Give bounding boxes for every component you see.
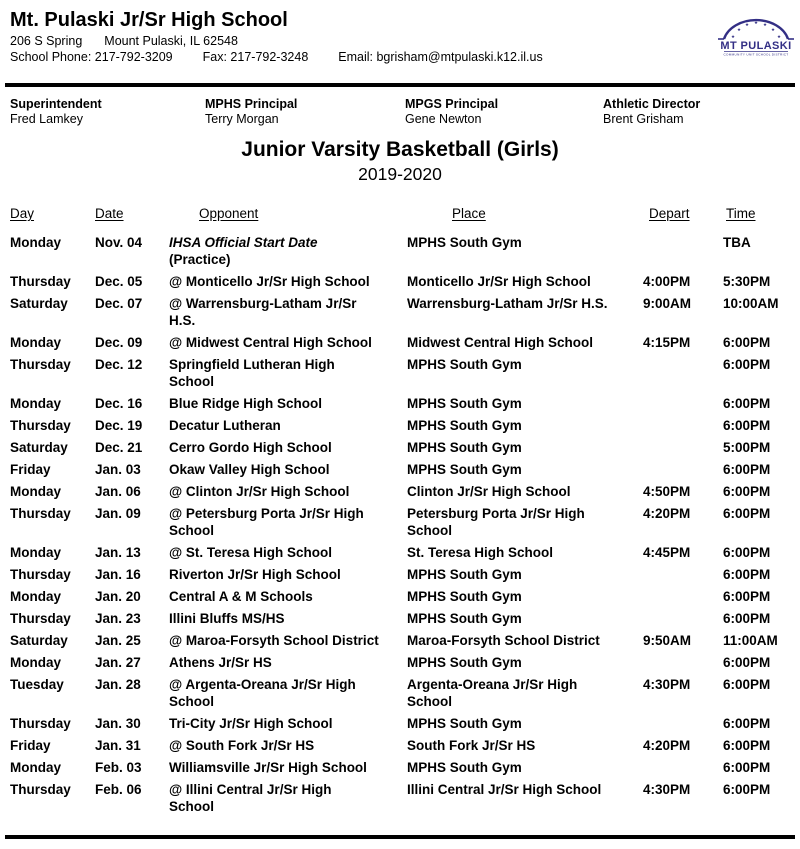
- cell-day: Thursday: [10, 418, 71, 433]
- cell-line: MPHS South Gym: [407, 567, 522, 582]
- cell-date: Feb. 03: [95, 760, 142, 775]
- svg-text:★: ★: [754, 20, 759, 25]
- cell-day: Monday: [10, 235, 62, 250]
- staff-mpgs-principal: [405, 97, 603, 127]
- cell-place: [407, 234, 643, 251]
- cell-day: Monday: [10, 396, 62, 411]
- svg-text:★: ★: [745, 22, 750, 27]
- cell-depart: 4:30PM: [643, 782, 691, 797]
- cell-line: School: [407, 694, 453, 709]
- cell-place: [407, 395, 643, 412]
- svg-text:★: ★: [771, 27, 776, 32]
- cell-place: [407, 566, 643, 583]
- cell-time: 6:00PM: [723, 418, 771, 433]
- staff-mphs-principal: [205, 97, 405, 127]
- cell-line: Okaw Valley High School: [169, 462, 330, 477]
- cell-day: Thursday: [10, 506, 71, 521]
- col-header-day: Day: [10, 206, 35, 221]
- staff-directory: [10, 97, 790, 127]
- cell-line: School: [169, 374, 215, 389]
- cell-date: Jan. 28: [95, 677, 141, 692]
- cell-day: Monday: [10, 484, 62, 499]
- cell-depart: 9:00AM: [643, 296, 692, 311]
- school-email: Email: bgrisham@mtpulaski.k12.il.us: [338, 50, 543, 64]
- cell-time: 6:00PM: [723, 335, 771, 350]
- cell-time: 6:00PM: [723, 589, 771, 604]
- cell-date: Dec. 21: [95, 440, 143, 455]
- school-contact: [10, 50, 790, 65]
- cell-line: St. Teresa High School: [407, 545, 554, 560]
- cell-line: Illini Central Jr/Sr High School: [407, 782, 602, 797]
- cell-opponent: [169, 505, 407, 539]
- logo-text: MT PULASKI: [720, 40, 792, 52]
- table-row: [10, 234, 790, 268]
- cell-place: [407, 273, 643, 290]
- cell-date: Dec. 12: [95, 357, 143, 372]
- cell-place: [407, 781, 643, 798]
- cell-place: [407, 715, 643, 732]
- table-row: [10, 295, 790, 329]
- cell-opponent: [169, 417, 407, 434]
- cell-opponent: [169, 610, 407, 627]
- col-header-place-wrap: [407, 205, 643, 222]
- cell-line: Argenta-Oreana Jr/Sr High: [407, 677, 578, 692]
- cell-line: @ Illini Central Jr/Sr High: [169, 782, 332, 797]
- season-subtitle: 2019-2020: [358, 164, 442, 184]
- table-row: [10, 715, 790, 732]
- cell-time: 6:00PM: [723, 462, 771, 477]
- cell-line: @ Petersburg Porta Jr/Sr High: [169, 506, 364, 521]
- cell-place: [407, 588, 643, 605]
- cell-time: 5:30PM: [723, 274, 771, 289]
- cell-date: Jan. 09: [95, 506, 141, 521]
- cell-opponent: [169, 273, 407, 290]
- cell-line: Clinton Jr/Sr High School: [407, 484, 571, 499]
- cell-time: 6:00PM: [723, 677, 771, 692]
- footer-divider: [5, 835, 795, 839]
- cell-place: [407, 483, 643, 500]
- cell-day: Saturday: [10, 296, 68, 311]
- cell-line: MPHS South Gym: [407, 655, 522, 670]
- cell-line: @ St. Teresa High School: [169, 545, 332, 560]
- cell-day: Monday: [10, 655, 62, 670]
- cell-depart: 4:45PM: [643, 545, 691, 560]
- staff-name: Terry Morgan: [205, 112, 279, 126]
- table-row: [10, 395, 790, 412]
- cell-date: Nov. 04: [95, 235, 143, 250]
- table-row: [10, 544, 790, 561]
- cell-time: 6:00PM: [723, 760, 771, 775]
- cell-line: School: [407, 523, 453, 538]
- cell-time: 6:00PM: [723, 567, 771, 582]
- cell-opponent: [169, 295, 407, 329]
- cell-line: Monticello Jr/Sr High School: [407, 274, 591, 289]
- cell-place: [407, 737, 643, 754]
- cell-date: Jan. 25: [95, 633, 141, 648]
- svg-text:★: ★: [763, 22, 768, 27]
- cell-line: Springfield Lutheran High: [169, 357, 335, 372]
- cell-line: H.S.: [169, 313, 196, 328]
- cell-line: Warrensburg-Latham Jr/Sr H.S.: [407, 296, 608, 311]
- table-row: [10, 654, 790, 671]
- cell-day: Thursday: [10, 782, 71, 797]
- cell-day: Thursday: [10, 716, 71, 731]
- cell-time: 6:00PM: [723, 655, 771, 670]
- cell-date: Jan. 31: [95, 738, 141, 753]
- school-logo-icon: [718, 12, 794, 58]
- cell-line: Williamsville Jr/Sr High School: [169, 760, 367, 775]
- school-name: Mt. Pulaski Jr/Sr High School: [10, 9, 288, 31]
- cell-line: School: [169, 694, 215, 709]
- cell-line: Midwest Central High School: [407, 335, 594, 350]
- cell-date: Dec. 07: [95, 296, 143, 311]
- cell-line: South Fork Jr/Sr HS: [407, 738, 536, 753]
- cell-day: Thursday: [10, 567, 71, 582]
- cell-depart: 4:20PM: [643, 738, 691, 753]
- cell-day: Saturday: [10, 633, 68, 648]
- cell-date: Dec. 05: [95, 274, 143, 289]
- cell-line: School: [169, 523, 215, 538]
- table-row: [10, 461, 790, 478]
- schedule-header-row: [10, 205, 790, 222]
- table-row: [10, 737, 790, 754]
- table-row: [10, 356, 790, 390]
- cell-day: Thursday: [10, 357, 71, 372]
- cell-opponent: [169, 334, 407, 351]
- cell-line: Illini Bluffs MS/HS: [169, 611, 285, 626]
- cell-time: 6:00PM: [723, 738, 771, 753]
- cell-opponent: [169, 588, 407, 605]
- cell-day: Monday: [10, 589, 62, 604]
- cell-line: @ Maroa-Forsyth School District: [169, 633, 379, 648]
- cell-opponent: [169, 395, 407, 412]
- school-fax: Fax: 217-792-3248: [202, 50, 309, 64]
- cell-line: School: [169, 799, 215, 814]
- cell-opponent: [169, 544, 407, 561]
- cell-line: Cerro Gordo High School: [169, 440, 332, 455]
- cell-time: 6:00PM: [723, 357, 771, 372]
- address-city: Mount Pulaski, IL 62548: [104, 34, 238, 48]
- col-header-time: Time: [726, 206, 756, 221]
- cell-time: 5:00PM: [723, 440, 771, 455]
- cell-place: [407, 610, 643, 627]
- cell-line: MPHS South Gym: [407, 396, 522, 411]
- table-row: [10, 505, 790, 539]
- cell-date: Feb. 06: [95, 782, 142, 797]
- cell-date: Jan. 13: [95, 545, 141, 560]
- cell-place: [407, 417, 643, 434]
- header-divider: [5, 83, 795, 87]
- cell-time: 11:00AM: [723, 633, 778, 648]
- cell-place: [407, 439, 643, 456]
- cell-date: Jan. 16: [95, 567, 141, 582]
- col-header-place: Place: [452, 206, 486, 221]
- cell-day: Friday: [10, 462, 51, 477]
- cell-day: Tuesday: [10, 677, 64, 692]
- cell-place: [407, 356, 643, 373]
- col-header-date: Date: [95, 206, 124, 221]
- cell-time: 6:00PM: [723, 545, 771, 560]
- cell-date: Dec. 19: [95, 418, 143, 433]
- table-row: [10, 759, 790, 776]
- cell-date: Jan. 20: [95, 589, 141, 604]
- cell-line: Maroa-Forsyth School District: [407, 633, 600, 648]
- table-row: [10, 439, 790, 456]
- school-phone: School Phone: 217-792-3209: [10, 50, 173, 64]
- cell-time: 10:00AM: [723, 296, 779, 311]
- cell-day: Monday: [10, 760, 62, 775]
- cell-day: Saturday: [10, 440, 68, 455]
- cell-time: 6:00PM: [723, 506, 771, 521]
- staff-name: Fred Lamkey: [10, 112, 83, 126]
- page-title: Junior Varsity Basketball (Girls): [241, 138, 559, 161]
- cell-line: MPHS South Gym: [407, 418, 522, 433]
- staff-athletic-director: [603, 97, 790, 127]
- cell-day: Friday: [10, 738, 51, 753]
- cell-time: 6:00PM: [723, 396, 771, 411]
- cell-place: [407, 676, 643, 710]
- cell-line: (Practice): [169, 252, 231, 267]
- table-row: [10, 588, 790, 605]
- table-row: [10, 334, 790, 351]
- cell-depart: 4:20PM: [643, 506, 691, 521]
- cell-line: @ Clinton Jr/Sr High School: [169, 484, 350, 499]
- cell-opponent: [169, 737, 407, 754]
- cell-line: IHSA Official Start Date: [169, 235, 318, 250]
- cell-opponent: [169, 439, 407, 456]
- table-row: [10, 483, 790, 500]
- cell-place: [407, 295, 643, 312]
- table-row: [10, 610, 790, 627]
- letterhead: [10, 8, 790, 65]
- table-row: [10, 632, 790, 649]
- col-header-opponent: Opponent: [199, 206, 259, 221]
- svg-text:★: ★: [777, 34, 782, 39]
- cell-opponent: [169, 781, 407, 815]
- cell-opponent: [169, 632, 407, 649]
- cell-date: Dec. 09: [95, 335, 143, 350]
- cell-opponent: [169, 654, 407, 671]
- cell-depart: 4:50PM: [643, 484, 691, 499]
- cell-place: [407, 505, 643, 539]
- schedule-body: [10, 234, 790, 815]
- cell-date: Jan. 30: [95, 716, 141, 731]
- staff-title: Athletic Director: [603, 97, 701, 111]
- table-row: [10, 566, 790, 583]
- cell-line: MPHS South Gym: [407, 760, 522, 775]
- table-row: [10, 273, 790, 290]
- cell-line: MPHS South Gym: [407, 716, 522, 731]
- cell-opponent: [169, 676, 407, 710]
- cell-date: Jan. 06: [95, 484, 141, 499]
- cell-date: Dec. 16: [95, 396, 143, 411]
- cell-depart: 4:30PM: [643, 677, 691, 692]
- cell-line: @ Midwest Central High School: [169, 335, 372, 350]
- table-row: [10, 676, 790, 710]
- cell-line: MPHS South Gym: [407, 462, 522, 477]
- cell-depart: 9:50AM: [643, 633, 692, 648]
- cell-place: [407, 544, 643, 561]
- cell-time: 6:00PM: [723, 782, 771, 797]
- cell-line: Decatur Lutheran: [169, 418, 281, 433]
- staff-title: MPGS Principal: [405, 97, 499, 111]
- cell-line: @ Monticello Jr/Sr High School: [169, 274, 370, 289]
- cell-line: Athens Jr/Sr HS: [169, 655, 272, 670]
- staff-superintendent: [10, 97, 205, 127]
- staff-title: MPHS Principal: [205, 97, 298, 111]
- cell-line: Blue Ridge High School: [169, 396, 323, 411]
- staff-title: Superintendent: [10, 97, 102, 111]
- cell-time: 6:00PM: [723, 716, 771, 731]
- cell-depart: 4:15PM: [643, 335, 691, 350]
- cell-day: Monday: [10, 545, 62, 560]
- table-row: [10, 417, 790, 434]
- staff-name: Gene Newton: [405, 112, 482, 126]
- cell-place: [407, 654, 643, 671]
- cell-date: Jan. 27: [95, 655, 141, 670]
- cell-day: Monday: [10, 335, 62, 350]
- cell-line: @ Argenta-Oreana Jr/Sr High: [169, 677, 356, 692]
- cell-opponent: [169, 715, 407, 732]
- cell-line: MPHS South Gym: [407, 440, 522, 455]
- cell-time: 6:00PM: [723, 484, 771, 499]
- cell-depart: 4:00PM: [643, 274, 691, 289]
- cell-opponent: [169, 356, 407, 390]
- cell-time: 6:00PM: [723, 611, 771, 626]
- col-header-depart: Depart: [649, 206, 690, 221]
- cell-line: MPHS South Gym: [407, 611, 522, 626]
- school-address: [10, 34, 790, 49]
- staff-name: Brent Grisham: [603, 112, 684, 126]
- col-header-opponent-wrap: [169, 205, 407, 222]
- cell-time: TBA: [723, 235, 751, 250]
- cell-line: MPHS South Gym: [407, 235, 522, 250]
- cell-line: MPHS South Gym: [407, 357, 522, 372]
- cell-line: @ South Fork Jr/Sr HS: [169, 738, 315, 753]
- cell-opponent: [169, 234, 407, 268]
- cell-opponent: [169, 566, 407, 583]
- cell-line: Petersburg Porta Jr/Sr High: [407, 506, 585, 521]
- cell-day: Thursday: [10, 274, 71, 289]
- cell-line: MPHS South Gym: [407, 589, 522, 604]
- svg-text:★: ★: [731, 34, 736, 39]
- cell-line: Tri-City Jr/Sr High School: [169, 716, 333, 731]
- cell-line: @ Warrensburg-Latham Jr/Sr: [169, 296, 357, 311]
- cell-place: [407, 461, 643, 478]
- cell-opponent: [169, 461, 407, 478]
- cell-opponent: [169, 483, 407, 500]
- cell-line: Central A & M Schools: [169, 589, 313, 604]
- cell-date: Jan. 03: [95, 462, 141, 477]
- cell-place: [407, 334, 643, 351]
- svg-text:★: ★: [737, 27, 742, 32]
- logo-tagline: COMMUNITY UNIT SCHOOL DISTRICT: [723, 52, 789, 57]
- cell-opponent: [169, 759, 407, 776]
- cell-place: [407, 632, 643, 649]
- cell-place: [407, 759, 643, 776]
- address-street: 206 S Spring: [10, 34, 83, 48]
- cell-date: Jan. 23: [95, 611, 141, 626]
- table-row: [10, 781, 790, 815]
- cell-line: Riverton Jr/Sr High School: [169, 567, 341, 582]
- cell-day: Thursday: [10, 611, 71, 626]
